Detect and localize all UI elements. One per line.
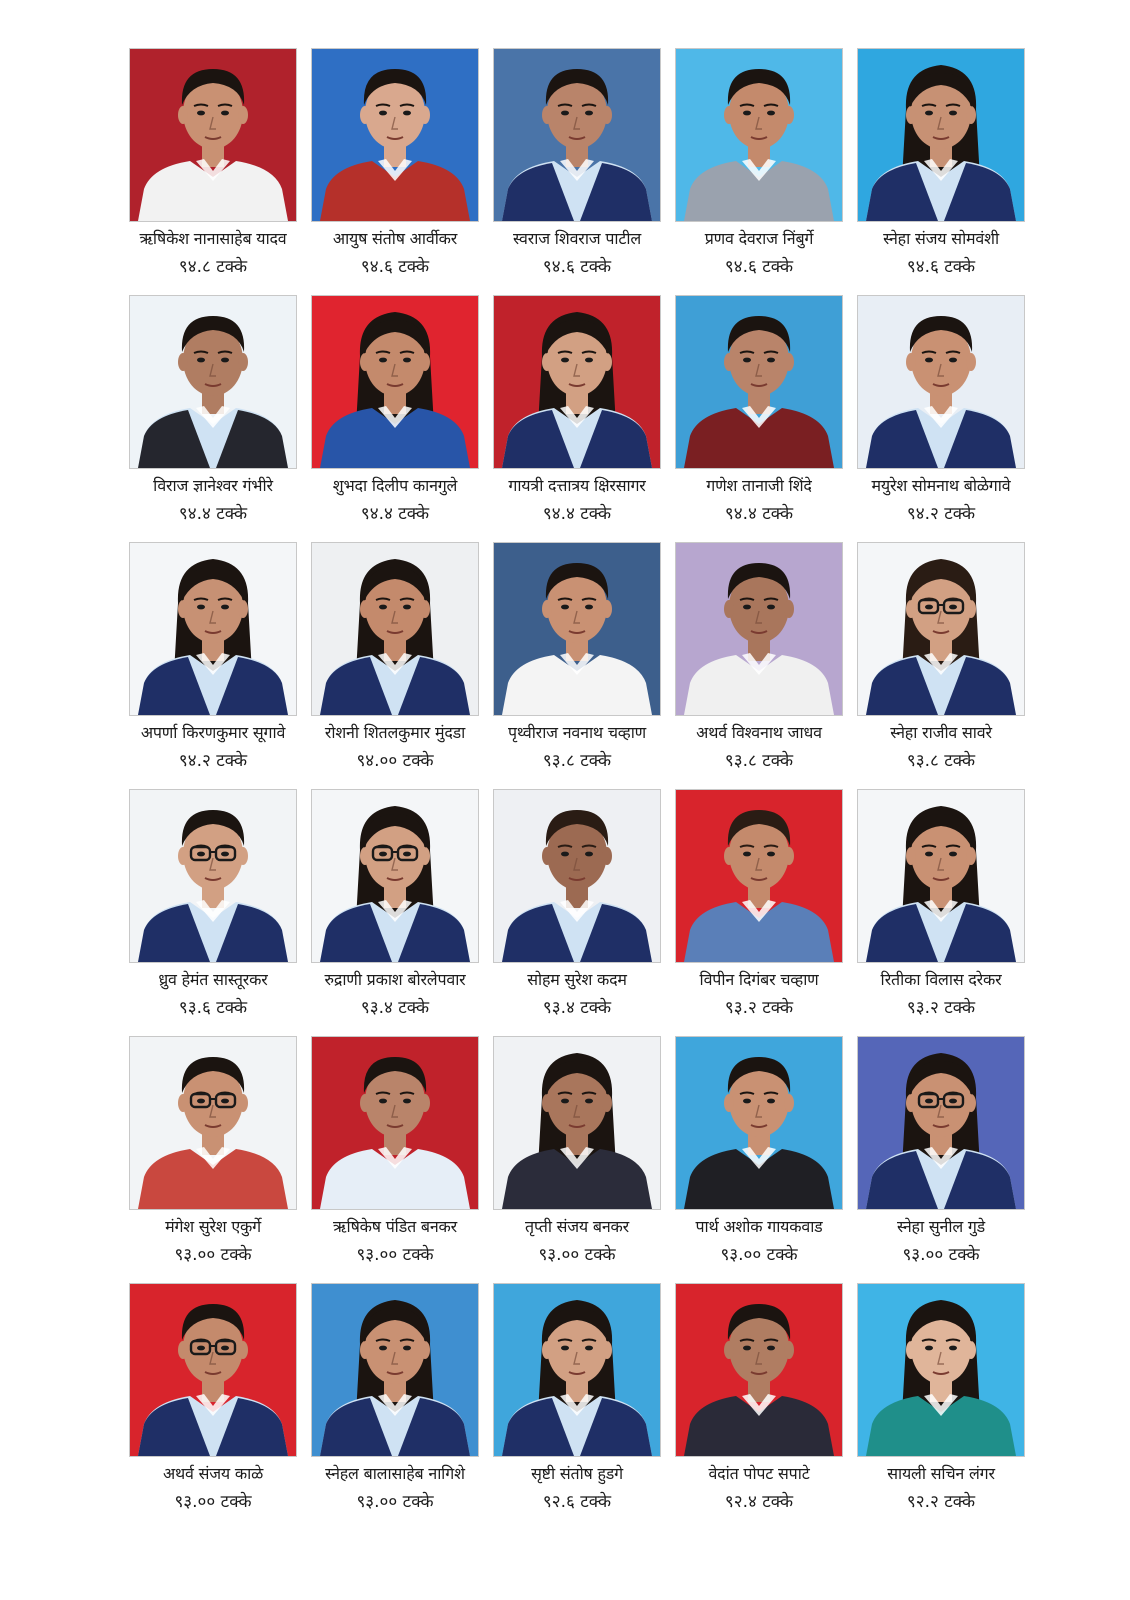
student-card: [304, 1283, 486, 1530]
student-name: स्नेहा सुनील गुडे: [896, 1217, 986, 1236]
student-name: स्नेहल बालासाहेब नागिशे: [325, 1464, 465, 1483]
portrait-image: [312, 1037, 478, 1209]
student-photo: [129, 295, 297, 469]
student-score: ९३.८ टक्के: [906, 751, 976, 771]
student-card: [122, 1283, 304, 1530]
portrait-image: [312, 296, 478, 468]
student-name: ऋषिकेष पंडित बनकर: [333, 1217, 457, 1236]
student-name: रोशनी शितलकुमार मुंदडा: [324, 723, 466, 742]
student-name: विराज ज्ञानेश्वर गंभीरे: [153, 476, 273, 495]
student-photo: [493, 295, 661, 469]
student-card: [850, 48, 1032, 295]
student-photo: [857, 789, 1025, 963]
student-score: ९३.०० टक्के: [902, 1245, 980, 1265]
student-photo: [493, 1036, 661, 1210]
student-name: ध्रुव हेमंत सास्तूरकर: [158, 970, 268, 989]
student-card: [304, 48, 486, 295]
student-name: वेदांत पोपट सपाटे: [708, 1464, 810, 1483]
student-photo: [311, 295, 479, 469]
student-name: गणेश तानाजी शिंदे: [706, 476, 812, 495]
student-name: प्रणव देवराज निंबुर्गे: [704, 229, 814, 248]
student-name: रुद्राणी प्रकाश बोरलेपवार: [324, 970, 466, 989]
student-name: तृप्ती संजय बनकर: [525, 1217, 629, 1236]
student-name: मयुरेश सोमनाथ बोळेगावे: [871, 476, 1011, 495]
student-name: स्नेहा संजय सोमवंशी: [883, 229, 999, 248]
portrait-image: [312, 543, 478, 715]
student-card: [486, 789, 668, 1036]
student-card: [486, 542, 668, 789]
portrait-image: [676, 296, 842, 468]
student-score: ९४.२ टक्के: [178, 751, 248, 771]
student-photo: [129, 542, 297, 716]
student-photo: [129, 1036, 297, 1210]
student-score: ९३.४ टक्के: [360, 998, 430, 1018]
student-card: [486, 48, 668, 295]
student-score: ९३.८ टक्के: [724, 751, 794, 771]
student-photo: [675, 48, 843, 222]
student-photo: [493, 1283, 661, 1457]
student-name: सृष्टी संतोष हुडगे: [531, 1464, 623, 1483]
portrait-image: [676, 790, 842, 962]
student-photo: [857, 295, 1025, 469]
student-name: ऋषिकेश नानासाहेब यादव: [139, 229, 287, 248]
student-score: ९३.२ टक्के: [906, 998, 976, 1018]
student-score: ९३.०० टक्के: [356, 1492, 434, 1512]
student-photo: [311, 1036, 479, 1210]
student-score: ९४.४ टक्के: [360, 504, 430, 524]
student-card: [122, 295, 304, 542]
student-photo: [675, 295, 843, 469]
student-photo: [675, 1036, 843, 1210]
student-photo: [493, 48, 661, 222]
student-card: [668, 1036, 850, 1283]
portrait-image: [312, 49, 478, 221]
student-card: [122, 789, 304, 1036]
student-name: पार्थ अशोक गायकवाड: [695, 1217, 823, 1236]
student-card: [304, 1036, 486, 1283]
student-photo: [857, 542, 1025, 716]
student-card: [304, 295, 486, 542]
student-score: ९४.६ टक्के: [360, 257, 430, 277]
student-card: [850, 295, 1032, 542]
student-name: विपीन दिगंबर चव्हाण: [699, 970, 819, 989]
student-score: ९४.४ टक्के: [178, 504, 248, 524]
student-photo: [493, 789, 661, 963]
portrait-image: [858, 49, 1024, 221]
student-photo: [675, 1283, 843, 1457]
portrait-image: [312, 790, 478, 962]
student-score: ९३.६ टक्के: [178, 998, 248, 1018]
student-score: ९४.०० टक्के: [356, 751, 434, 771]
student-score: ९२.४ टक्के: [724, 1492, 794, 1512]
portrait-image: [494, 1284, 660, 1456]
student-name: मंगेश सुरेश एकुर्गे: [165, 1217, 261, 1236]
student-name: अथर्व विश्वनाथ जाधव: [696, 723, 822, 742]
student-photo: [311, 48, 479, 222]
student-card: [850, 789, 1032, 1036]
student-card: [668, 1283, 850, 1530]
student-score: ९४.६ टक्के: [542, 257, 612, 277]
student-card: [304, 542, 486, 789]
student-name: स्वराज शिवराज पाटील: [512, 229, 642, 248]
student-name: आयुष संतोष आर्वीकर: [332, 229, 458, 248]
student-card: [668, 295, 850, 542]
student-photo: [311, 1283, 479, 1457]
student-name: पृथ्वीराज नवनाथ चव्हाण: [507, 723, 647, 742]
portrait-image: [130, 49, 296, 221]
student-card: [850, 542, 1032, 789]
student-score: ९३.०० टक्के: [174, 1492, 252, 1512]
portrait-image: [858, 1284, 1024, 1456]
student-photo: [129, 789, 297, 963]
student-score: ९४.४ टक्के: [542, 504, 612, 524]
student-name: स्नेहा राजीव सावरे: [890, 723, 992, 742]
student-score: ९३.०० टक्के: [720, 1245, 798, 1265]
student-score: ९२.२ टक्के: [906, 1492, 976, 1512]
student-photo: [857, 1283, 1025, 1457]
student-score: ९४.८ टक्के: [178, 257, 248, 277]
portrait-image: [676, 49, 842, 221]
student-name: सायली सचिन लंगर: [887, 1464, 995, 1483]
student-name: अथर्व संजय काळे: [162, 1464, 264, 1483]
student-score: ९२.६ टक्के: [542, 1492, 612, 1512]
student-grid: [122, 48, 1032, 1530]
portrait-image: [858, 296, 1024, 468]
student-score: ९३.०० टक्के: [356, 1245, 434, 1265]
student-card: [668, 48, 850, 295]
portrait-image: [494, 296, 660, 468]
student-score: ९४.६ टक्के: [906, 257, 976, 277]
student-photo: [493, 542, 661, 716]
student-name: अपर्णा किरणकुमार सूगावे: [140, 723, 286, 742]
student-score: ९३.०० टक्के: [538, 1245, 616, 1265]
student-photo: [129, 48, 297, 222]
student-card: [668, 789, 850, 1036]
student-score: ९४.२ टक्के: [906, 504, 976, 524]
student-name: गायत्री दत्तात्रय क्षिरसागर: [508, 476, 646, 495]
student-photo: [857, 48, 1025, 222]
portrait-image: [676, 1284, 842, 1456]
portrait-image: [130, 790, 296, 962]
student-card: [304, 789, 486, 1036]
student-card: [486, 1283, 668, 1530]
student-card: [122, 48, 304, 295]
student-score: ९४.४ टक्के: [724, 504, 794, 524]
portrait-image: [494, 543, 660, 715]
portrait-image: [858, 1037, 1024, 1209]
student-card: [668, 542, 850, 789]
student-card: [486, 1036, 668, 1283]
student-card: [122, 542, 304, 789]
portrait-image: [130, 543, 296, 715]
student-card: [486, 295, 668, 542]
portrait-image: [494, 49, 660, 221]
student-photo: [675, 542, 843, 716]
portrait-image: [676, 543, 842, 715]
student-name: रितीका विलास दरेकर: [880, 970, 1002, 989]
student-score: ९३.४ टक्के: [542, 998, 612, 1018]
portrait-image: [858, 790, 1024, 962]
student-score: ९३.२ टक्के: [724, 998, 794, 1018]
student-card: [850, 1283, 1032, 1530]
student-score: ९३.०० टक्के: [174, 1245, 252, 1265]
portrait-image: [130, 1284, 296, 1456]
portrait-image: [676, 1037, 842, 1209]
student-card: [122, 1036, 304, 1283]
student-card: [850, 1036, 1032, 1283]
student-name: सोहम सुरेश कदम: [527, 970, 627, 989]
portrait-image: [130, 296, 296, 468]
student-name: शुभदा दिलीप कानगुले: [332, 476, 458, 495]
student-photo: [311, 542, 479, 716]
student-photo: [129, 1283, 297, 1457]
portrait-image: [312, 1284, 478, 1456]
portrait-image: [130, 1037, 296, 1209]
student-photo: [311, 789, 479, 963]
portrait-image: [858, 543, 1024, 715]
student-score: ९३.८ टक्के: [542, 751, 612, 771]
student-photo: [857, 1036, 1025, 1210]
portrait-image: [494, 1037, 660, 1209]
portrait-image: [494, 790, 660, 962]
student-score: ९४.६ टक्के: [724, 257, 794, 277]
student-photo: [675, 789, 843, 963]
